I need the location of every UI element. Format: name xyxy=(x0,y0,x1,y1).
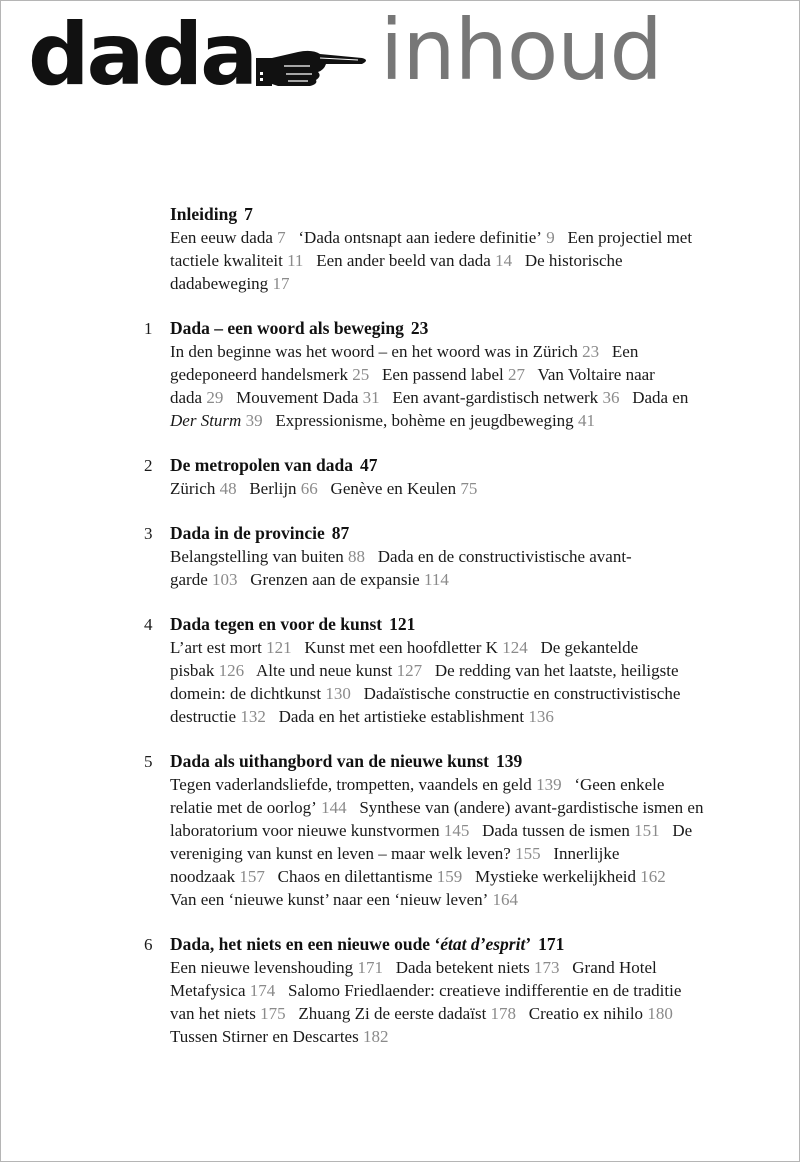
page-header xyxy=(28,1,788,105)
subsection-page-number: 139 xyxy=(536,775,562,794)
subsection-page-number: 182 xyxy=(362,1027,389,1046)
subsection-page-number: 17 xyxy=(272,274,290,293)
subsection-title: Dada en xyxy=(632,388,689,407)
subsection-title: L’art est mort xyxy=(170,638,262,657)
subsection-title: Belangstelling van buiten xyxy=(170,547,344,566)
subsection-page-number: 25 xyxy=(352,365,370,384)
chapter-title-suffix: ’ xyxy=(525,934,532,954)
chapter-title-text: De metropolen van dada xyxy=(170,455,353,475)
subsection-page-number: 27 xyxy=(508,365,525,384)
subsection-title-italic: Der Sturm xyxy=(170,411,242,430)
subsection-page-number: 127 xyxy=(396,661,423,680)
subsection-item xyxy=(275,411,595,430)
subsection-title: Van een ‘nieuwe kunst’ naar een ‘nieuw leven’ xyxy=(170,890,489,909)
subsection-item xyxy=(298,228,554,247)
subsection-title: De historische dadabeweging xyxy=(170,251,623,293)
subsection-title: De vereniging van kunst en leven – maar welk leven? xyxy=(170,821,693,863)
subsection-item xyxy=(482,821,660,840)
chapter-number: 1 xyxy=(144,319,153,338)
subsection-item xyxy=(236,388,380,407)
subsection-item xyxy=(392,388,619,407)
subsection-list xyxy=(170,956,704,1048)
chapter-page-number: 171 xyxy=(538,934,565,954)
subsection-title: Innerlijke noodzaak xyxy=(170,844,620,886)
chapter-title xyxy=(170,454,704,477)
subsection-page-number: 151 xyxy=(634,821,660,840)
chapter-number: 3 xyxy=(144,524,153,543)
subsection-page-number: 164 xyxy=(492,890,519,909)
subsection-item xyxy=(170,1027,388,1046)
subsection-page-number: 39 xyxy=(245,411,263,430)
subsection-page-number: 159 xyxy=(436,867,463,886)
chapter-title xyxy=(170,203,704,226)
subsection-page-number: 126 xyxy=(218,661,245,680)
subsection-list xyxy=(170,340,704,432)
chapter-title-text: Dada als uithangbord van de nieuwe kunst xyxy=(170,751,489,771)
subsection-title: Dada en het artistieke establishment xyxy=(278,707,525,726)
chapter-title-text: Inleiding xyxy=(170,204,238,224)
subsection-page-number: 174 xyxy=(249,981,276,1000)
subsection-page-number: 178 xyxy=(490,1004,517,1023)
chapter-number: 2 xyxy=(144,456,153,475)
toc-chapter xyxy=(144,203,704,295)
subsection-title: Expressionisme, bohème en jeugdbeweging xyxy=(275,411,574,430)
subsection-page-number: 29 xyxy=(206,388,224,407)
subsection-page-number: 7 xyxy=(277,228,286,247)
subsection-page-number: 11 xyxy=(287,251,304,270)
chapter-title-italic: état d’esprit xyxy=(440,934,526,954)
toc-chapter xyxy=(144,522,704,591)
subsection-title: Synthese van (andere) avant-gardistische ismen en laboratorium voor nieuwe kunstvormen xyxy=(170,798,704,840)
chapter-number: 5 xyxy=(144,752,153,771)
subsection-title: Zürich xyxy=(170,479,216,498)
chapter-number: 4 xyxy=(144,615,153,634)
subsection-item xyxy=(304,638,527,657)
subsection-title: ‘Dada ontsnapt aan iedere definitie’ xyxy=(298,228,542,247)
subsection-page-number: 31 xyxy=(362,388,380,407)
subsection-title: Dada tussen de ismen xyxy=(482,821,630,840)
chapter-title xyxy=(170,933,704,956)
subsection-item xyxy=(279,707,554,726)
subsection-title: Een ander beeld van dada xyxy=(316,251,491,270)
subsection-page-number: 9 xyxy=(546,228,555,247)
toc-chapter xyxy=(144,933,704,1048)
subsection-title: Dada betekent niets xyxy=(395,958,530,977)
subsection-list xyxy=(170,477,704,500)
subsection-item xyxy=(298,1004,516,1023)
subsection-page-number: 121 xyxy=(266,638,292,657)
chapter-page-number: 23 xyxy=(410,318,429,338)
subsection-title: Grand Hotel Metafysica xyxy=(170,958,657,1000)
toc-chapter xyxy=(144,750,704,911)
subsection-page-number: 114 xyxy=(423,570,449,589)
chapter-title-text: Dada, het niets en een nieuwe oude ‘ xyxy=(170,934,441,954)
subsection-title: Een nieuwe levenshouding xyxy=(170,958,354,977)
subsection-title: Grenzen aan de expansie xyxy=(250,570,420,589)
chapter-title xyxy=(170,750,704,773)
subsection-page-number: 144 xyxy=(321,798,347,817)
subsection-page-number: 171 xyxy=(357,958,383,977)
subsection-page-number: 14 xyxy=(495,251,513,270)
chapter-page-number: 87 xyxy=(331,523,350,543)
subsection-item xyxy=(249,479,317,498)
subsection-page-number: 23 xyxy=(582,342,600,361)
subsection-page-number: 175 xyxy=(260,1004,286,1023)
subsection-title: Creatio ex nihilo xyxy=(528,1004,644,1023)
toc-chapter xyxy=(144,613,704,728)
subsection-title: De gekantelde pisbak xyxy=(170,638,639,680)
subsection-item xyxy=(278,867,463,886)
subsection-page-number: 103 xyxy=(212,570,238,589)
subsection-title: Tussen Stirner en Descartes xyxy=(170,1027,359,1046)
subsection-item xyxy=(250,570,449,589)
subsection-list xyxy=(170,773,704,911)
pointing-hand-icon xyxy=(254,46,372,90)
toc-chapter xyxy=(144,454,704,500)
chapter-page-number: 7 xyxy=(244,204,253,224)
subsection-title: Mystieke werkelijkheid xyxy=(475,867,636,886)
subsection-title: Een eeuw dada xyxy=(170,228,273,247)
subsection-item xyxy=(170,775,562,794)
subsection-title: Van Voltaire naar dada xyxy=(170,365,655,407)
subsection-item xyxy=(170,342,599,361)
subsection-page-number: 180 xyxy=(647,1004,673,1023)
subsection-item xyxy=(331,479,478,498)
subsection-title: Dada en de constructivistische avant-garde xyxy=(170,547,632,589)
chapter-page-number: 139 xyxy=(495,751,523,771)
subsection-title: Kunst met een hoofdletter K xyxy=(304,638,498,657)
subsection-item xyxy=(170,547,365,566)
chapter-title xyxy=(170,613,704,636)
subsection-title: ‘Geen enkele relatie met de oorlog’ xyxy=(170,775,665,817)
subsection-list xyxy=(170,226,704,295)
subsection-page-number: 132 xyxy=(240,707,266,726)
subsection-title: Een passend label xyxy=(381,365,504,384)
subsection-item xyxy=(382,365,525,384)
subsection-title: Chaos en dilettantisme xyxy=(277,867,433,886)
subsection-title: Zhuang Zi de eerste dadaïst xyxy=(298,1004,487,1023)
subsection-title: Een gedeponeerd handelsmerk xyxy=(170,342,639,384)
subsection-page-number: 157 xyxy=(239,867,265,886)
subsection-page-number: 41 xyxy=(577,411,595,430)
chapter-number: 6 xyxy=(144,935,153,954)
chapter-title-text: Dada tegen en voor de kunst xyxy=(170,614,383,634)
chapter-title-text: Dada in de provincie xyxy=(170,523,325,543)
chapter-title xyxy=(170,317,704,340)
subsection-page-number: 162 xyxy=(640,867,666,886)
subsection-title: Berlijn xyxy=(249,479,297,498)
subsection-page-number: 75 xyxy=(460,479,478,498)
subsection-page-number: 173 xyxy=(534,958,560,977)
chapter-page-number: 121 xyxy=(389,614,416,634)
subsection-title: Genève en Keulen xyxy=(330,479,457,498)
section-title: inhoud xyxy=(380,1,662,99)
subsection-page-number: 36 xyxy=(602,388,620,407)
subsection-title: De redding van het laatste, heiligste domein: de dichtkunst xyxy=(170,661,679,703)
subsection-title: Tegen vaderlandsliefde, trompetten, vaandels en geld xyxy=(170,775,532,794)
subsection-title: Een avant-gardistisch netwerk xyxy=(392,388,599,407)
subsection-item xyxy=(529,1004,673,1023)
subsection-item xyxy=(256,661,422,680)
subsection-page-number: 130 xyxy=(325,684,351,703)
subsection-title: Dadaïstische constructie en constructivistische destructie xyxy=(170,684,681,726)
subsection-title: Alte und neue kunst xyxy=(255,661,393,680)
subsection-title: Salomo Friedlaender: creatieve indifferentie en de traditie van het niets xyxy=(170,981,682,1023)
subsection-item xyxy=(170,228,286,247)
subsection-item xyxy=(475,867,666,886)
table-of-contents xyxy=(144,203,704,1070)
subsection-title: Mouvement Dada xyxy=(236,388,359,407)
subsection-page-number: 136 xyxy=(528,707,554,726)
subsection-item xyxy=(396,958,560,977)
chapter-title-text: Dada – een woord als beweging xyxy=(170,318,404,338)
subsection-title: In den beginne was het woord – en het woord was in Zürich xyxy=(170,342,578,361)
subsection-item xyxy=(170,890,518,909)
subsection-page-number: 155 xyxy=(515,844,541,863)
chapter-title xyxy=(170,522,704,545)
subsection-item xyxy=(170,958,383,977)
chapter-page-number: 47 xyxy=(359,455,378,475)
subsection-page-number: 88 xyxy=(348,547,365,566)
toc-chapter xyxy=(144,317,704,432)
dada-logo: dada xyxy=(28,5,256,105)
subsection-page-number: 145 xyxy=(443,821,470,840)
subsection-item xyxy=(316,251,512,270)
subsection-list xyxy=(170,636,704,728)
subsection-item xyxy=(170,479,237,498)
subsection-title: Een projectiel met tactiele kwaliteit xyxy=(170,228,693,270)
subsection-page-number: 66 xyxy=(300,479,318,498)
subsection-page-number: 124 xyxy=(502,638,528,657)
subsection-item xyxy=(170,638,292,657)
subsection-list xyxy=(170,545,704,591)
subsection-page-number: 48 xyxy=(219,479,237,498)
